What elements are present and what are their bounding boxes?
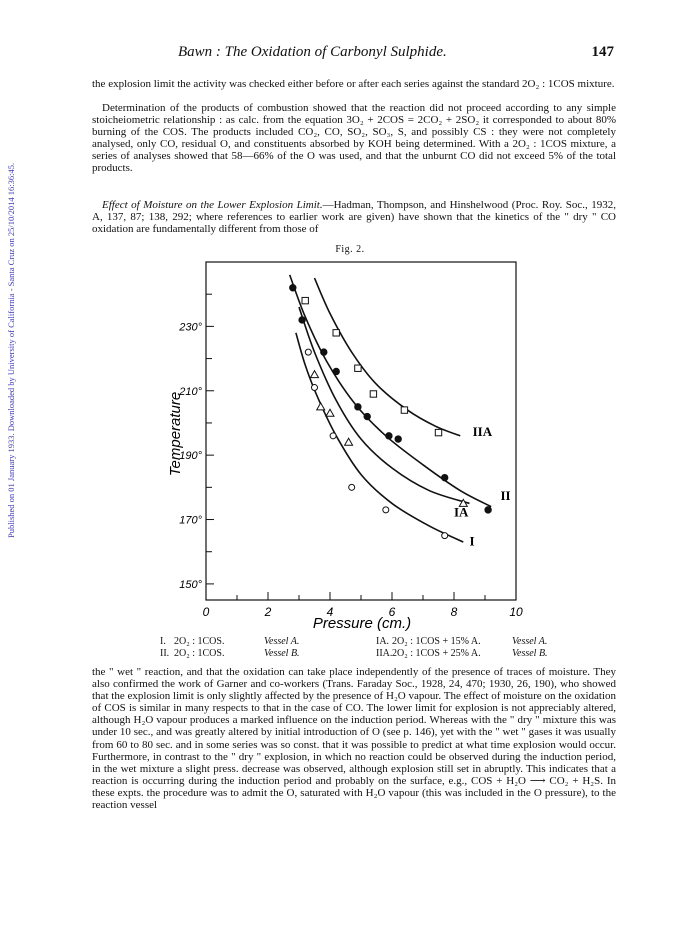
x-tick-label: 0 (202, 605, 210, 619)
curve-label-i: I (469, 533, 475, 549)
legend-vessel: Vessel B. (264, 648, 300, 659)
running-head: Bawn : The Oxidation of Carbonyl Sulphide. (178, 44, 447, 60)
legend-mixture: 2O₂ : 1COS + 25% A. (392, 648, 481, 659)
curve-label-ia: IA (454, 504, 469, 520)
legend-row (160, 648, 620, 660)
data-point-ii (299, 317, 305, 323)
chart-svg (150, 256, 550, 636)
legend-vessel: Vessel A. (512, 636, 548, 647)
y-tick-label: 150° (179, 578, 202, 591)
data-point-i (442, 533, 448, 539)
data-point-i (383, 507, 389, 513)
figure-legend (160, 636, 620, 660)
section-heading-moisture: Effect of Moisture on the Lower Explosion Limit. (102, 199, 323, 211)
data-point-iia (355, 365, 361, 371)
data-point-ii (355, 404, 361, 410)
download-side-note: Published on 01 January 1933. Downloaded by University of California - Santa Cruz on 25/10/2014 16:36:45. (6, 162, 16, 538)
paragraph-3-text: —Hadman, Thompson, and Hinshelwood (Proc. Roy. Soc., 1932, A, 137, 87; 138, 292; where references to earlier work are given) have shown that the kinetics of the " dry " CO oxidation are fundamentally different from those of (92, 199, 616, 236)
paragraph-2-text: Determination of the products of combustion showed that the reaction did not proceed according to any simple stoicheiometric relationship : as calc. from the equation 3O₂ + 2COS = 2CO₂ + 2SO₂ it corresponded to about 80% burning of the COS. The products included CO₂, CO, SO₂, SO₃, S, and possibly CS : they were not completely analysed, only CO, residual O, and constituents absorbed by KOH being determined. With a 2O₂ : 1COS mixture, a series of analyses showed that 58—66% of the O was used, and that the unburnt CO did not exceed 5% of the total products. (92, 102, 616, 175)
paragraph-3 (92, 199, 616, 235)
data-point-ii (321, 349, 327, 355)
legend-mixture: 2O₂ : 1COS. (174, 648, 225, 659)
x-tick-label: 10 (509, 605, 523, 619)
x-axis-label: Pressure (cm.) (312, 615, 412, 632)
y-tick-label: 210° (179, 385, 202, 398)
data-point-iia (435, 429, 441, 435)
data-point-ii (333, 368, 339, 374)
curve-iia (315, 278, 461, 436)
data-point-iia (401, 407, 407, 413)
curve-label-ii: II (500, 488, 511, 504)
curve-label-iia: IIA (472, 423, 493, 439)
legend-mixture: 2O₂ : 1COS + 15% A. (392, 636, 481, 647)
data-point-ia (311, 371, 319, 378)
figure-2-chart (150, 256, 550, 636)
data-point-iia (302, 297, 308, 303)
x-tick-label: 4 (326, 605, 334, 619)
page-number: 147 (591, 44, 614, 60)
data-point-ii (386, 433, 392, 439)
legend-row (160, 636, 620, 648)
legend-vessel: Vessel B. (512, 648, 548, 659)
x-tick-label: 8 (450, 605, 458, 619)
curve-ii (290, 275, 492, 507)
legend-key: IA. (376, 636, 390, 647)
data-point-ii (290, 285, 296, 291)
legend-key: II. (160, 648, 170, 659)
data-point-iia (333, 330, 339, 336)
data-point-ii (442, 474, 448, 480)
y-tick-label: 170° (179, 514, 202, 527)
paragraph-1: the explosion limit the activity was checked either before or after each series against the standard 2O₂ : 1COS mixture. (92, 78, 615, 90)
legend-key: I. (160, 636, 166, 647)
paragraph-4: the " wet " reaction, and that the oxidation can take place independently of the presence of traces of moisture. They also confirmed the work of Garner and co-workers (Trans. Faraday Soc., 1928, 24, 470; 1930, 26, 190), who showed that the explosion limit is only slightly affected by the presence of H₂O vapour. The effect of moisture on the oxidation of COS is similar in many respects to that in the case of CO. The lower limit for explosion is not appreciably altered, although H₂O vapour produces a marked influence on the induction period. Whereas with the " dry " mixture this was under 10 sec., and was greatly altered by initial introduction of O (see p. 146), yet with the " wet " gases it was usually from 60 to 80 sec. and in some series was so const. that it was possible to predict at what time explosion would occur. Furthermore, in contrast to the " dry " explosion, in which no reaction could be observed during the induction period, in the wet mixture a slight press. decrease was observed, although explosion still set in abruptly. This indicates that a reaction is occurring during the induction period and probably on the surface, e.g., COS + H₂O ⟶ CO₂ + H₂S. In these expts. the procedure was to admit the O, saturated with H₂O vapour (this was included in the O pressure), to the reaction vessel (92, 666, 616, 812)
curve-i (296, 333, 463, 542)
data-point-ia (326, 409, 334, 416)
figure-label: Fig. 2. (335, 244, 365, 255)
data-point-ii (364, 413, 370, 419)
plot-frame (206, 262, 516, 600)
legend-vessel: Vessel A. (264, 636, 300, 647)
data-point-i (312, 385, 318, 391)
y-axis-label: Temperature (167, 391, 184, 477)
x-tick-label: 6 (388, 605, 396, 619)
data-point-ii (485, 507, 491, 513)
data-point-ia (317, 403, 325, 410)
y-tick-label: 190° (179, 450, 202, 463)
data-point-ii (395, 436, 401, 442)
x-tick-label: 2 (264, 605, 272, 619)
y-tick-label: 230° (179, 321, 202, 334)
legend-mixture: 2O₂ : 1COS. (174, 636, 225, 647)
data-point-ia (345, 438, 353, 445)
data-point-i (349, 484, 355, 490)
legend-key: IIA. (376, 648, 393, 659)
curve-ia (299, 307, 470, 503)
data-point-i (330, 433, 336, 439)
data-point-i (305, 349, 311, 355)
paragraph-2 (92, 102, 616, 175)
data-point-iia (370, 391, 376, 397)
